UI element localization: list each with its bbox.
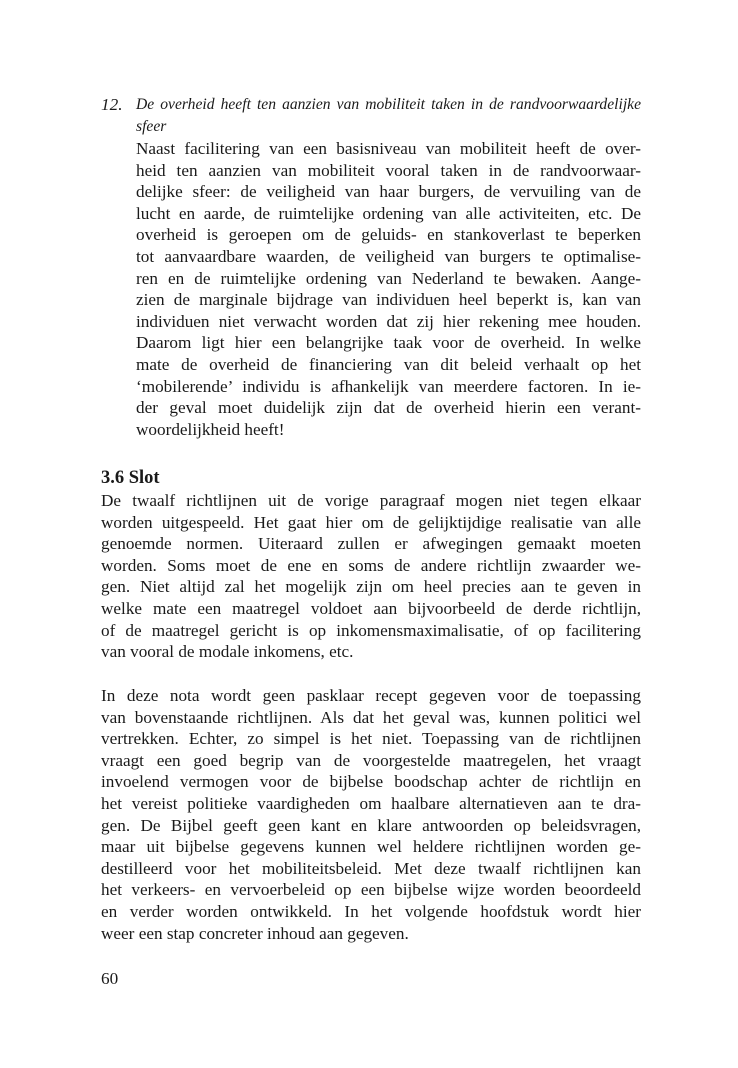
text-line: Daarom ligt hier een belangrijke taak voor de overheid. In welke: [136, 333, 641, 353]
text-line: genoemde normen. Uiteraard zullen er afwegingen gemaakt moeten: [101, 534, 641, 554]
page-number: 60: [101, 969, 119, 988]
text-line: delijke sfeer: de veiligheid van haar burgers, de vervuiling van de: [136, 182, 641, 202]
text-line: het verkeers- en vervoerbeleid op een bijbelse wijze worden beoordeeld: [101, 880, 641, 900]
text-line: gen. Niet altijd zal het mogelijk zijn om heel precies aan te geven in: [101, 577, 641, 597]
item-header: [101, 94, 641, 138]
text-line: vertrekken. Echter, zo simpel is het niet. Toepassing van de richtlijnen: [101, 729, 641, 749]
text-line: worden uitgespeeld. Het gaat hier om de gelijktijdige realisatie van alle: [101, 512, 641, 532]
text-line: mate de overheid de financiering van dit beleid verhaalt op het: [136, 354, 641, 374]
item-body: [136, 138, 641, 440]
item-title: De overheid heeft ten aanzien van mobiliteit taken in de randvoorwaardelijke sfeer: [136, 96, 641, 135]
text-line: en verder worden ontwikkeld. In het volgende hoofdstuk wordt hier: [101, 901, 641, 921]
guideline-item-12: [101, 94, 641, 440]
section-heading: 3.6 Slot: [101, 468, 160, 488]
text-line: Naast facilitering van een basisniveau van mobiliteit heeft de over-: [136, 139, 641, 158]
text-line: De twaalf richtlijnen uit de vorige paragraaf mogen niet tegen elkaar: [101, 491, 641, 510]
text-line: tot aanvaardbare waarden, de veiligheid van burgers te optimalise-: [136, 246, 641, 266]
text-line: het vereist politieke vaardigheden om haalbare alternatieven aan te dra-: [101, 793, 641, 813]
text-line: woordelijkheid heeft!: [136, 419, 285, 439]
paragraph: [101, 490, 641, 663]
text-line: In deze nota wordt geen pasklaar recept gegeven voor de toepassing: [101, 686, 641, 705]
text-line: welke mate een maatregel voldoet aan bijvoorbeeld de derde richtlijn,: [101, 598, 641, 618]
text-line: invoelend vermogen voor de bijbelse boodschap achter de richtlijn en: [101, 772, 641, 792]
text-line: maar uit bijbelse gegevens kunnen wel heldere richtlijnen worden ge-: [101, 837, 641, 857]
text-line: der geval moet duidelijk zijn dat de overheid hierin een verant-: [136, 398, 641, 418]
text-line: overheid is geroepen om de geluids- en stankoverlast te beperken: [136, 225, 641, 245]
text-line: heid ten aanzien van mobiliteit vooral taken in de randvoorwaar-: [136, 160, 641, 180]
text-line: ‘mobilerende’ individu is afhankelijk van meerdere factoren. In ie-: [136, 376, 641, 396]
text-line: ren en de ruimtelijke ordening van Nederland te bewaken. Aange-: [136, 268, 641, 288]
item-number: 12.: [101, 95, 123, 114]
text-line: worden. Soms moet de ene en soms de andere richtlijn zwaarder we-: [101, 555, 641, 575]
text-line: destilleerd voor het mobiliteitsbeleid. Met deze twaalf richtlijnen kan: [101, 858, 641, 878]
text-line: individuen niet verwacht worden dat zij hier rekening mee houden.: [136, 311, 641, 331]
text-line: weer een stap concreter inhoud aan gegeven.: [101, 923, 409, 943]
text-line: zien de marginale bijdrage van individuen heel beperkt is, kan van: [136, 290, 641, 310]
text-line: van vooral de modale inkomens, etc.: [101, 642, 354, 662]
text-line: gen. De Bijbel geeft geen kant en klare antwoorden op beleidsvragen,: [101, 815, 641, 835]
text-line: of de maatregel gericht is op inkomensmaximalisatie, of op facilitering: [101, 620, 641, 640]
text-line: vraagt een goed begrip van de voorgestelde maatregelen, het vraagt: [101, 750, 641, 770]
text-line: van bovenstaande richtlijnen. Als dat het geval was, kunnen politici wel: [101, 707, 641, 727]
paragraph: [101, 685, 641, 944]
text-line: lucht en aarde, de ruimtelijke ordening van alle activiteiten, etc. De: [136, 203, 641, 223]
